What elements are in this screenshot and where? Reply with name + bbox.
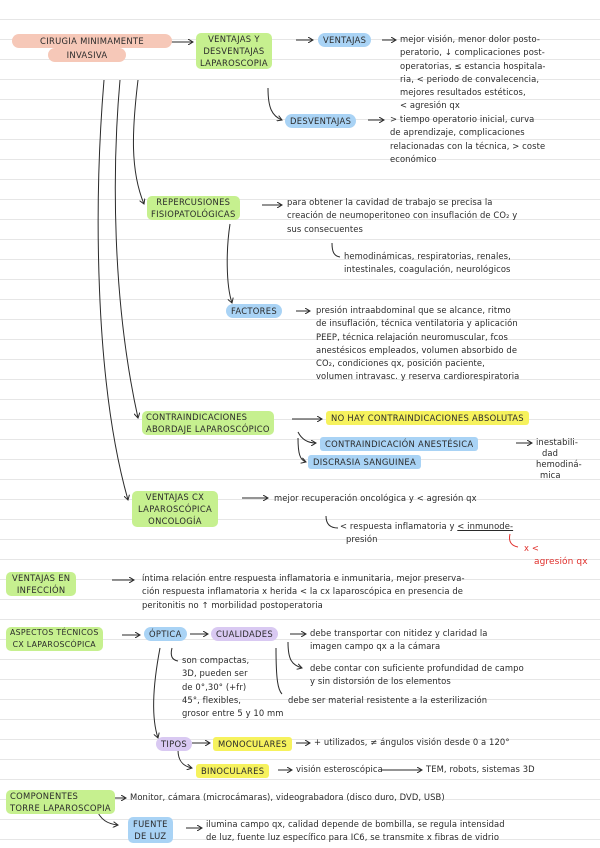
- optica-badge: [144, 627, 187, 641]
- optica-text: ÓPTICA: [149, 629, 182, 639]
- arrow: [171, 648, 178, 661]
- ventajas-text: [400, 33, 546, 113]
- desventajas-text: [390, 113, 545, 166]
- monoculares-badge: [213, 737, 292, 751]
- infeccion-label: [6, 572, 76, 596]
- repercusiones-label: [147, 196, 240, 220]
- contraindicacion-anestesica-badge: [320, 437, 478, 451]
- oncologia-line-1: mejor recuperación oncológica y < agresión qx: [274, 493, 477, 503]
- text-line: debe transportar con nitidez y claridad la: [310, 628, 488, 638]
- binoculares-badge: [196, 764, 269, 778]
- arrow: [298, 438, 306, 462]
- esterilizacion-text: debe ser material resistente a la esterilización: [288, 695, 488, 705]
- text-line: son compactas,: [182, 655, 250, 665]
- text-line: de insuflación, técnica ventilatoria y aplicación: [316, 318, 518, 329]
- label-line: ASPECTOS TÉCNICOS: [10, 628, 99, 637]
- oncologia-line-2: [340, 520, 513, 533]
- text-line: hemodiná-: [536, 459, 582, 469]
- cualidades-text: CUALIDADES: [216, 629, 273, 639]
- text-line: PEEP, técnica relajación neuromuscular, fcos: [316, 331, 508, 342]
- label-line: TORRE LAPAROSCOPIA: [10, 803, 111, 813]
- text-line: y sin distorsión de los elementos: [310, 676, 451, 687]
- arrow: [227, 224, 232, 303]
- red-note-1: x <: [524, 543, 539, 553]
- arrow: [332, 243, 340, 257]
- text-line: peritonitis no ↑ morbilidad postoperatoria: [142, 599, 323, 610]
- monoculares-text: MONOCULARES: [218, 739, 287, 749]
- componentes-label: [6, 790, 115, 814]
- label-line: CONTRAINDICACIONES: [146, 412, 248, 422]
- red-note-2: agresión qx: [534, 557, 588, 567]
- label-line: INFECCIÓN: [16, 585, 66, 595]
- text-line: presión intraabdominal que se alcance, ritmo: [316, 305, 511, 315]
- componentes-line: Monitor, cámara (microcámaras), videograbadora (disco duro, DVD, USB): [130, 792, 445, 802]
- text-line: volumen intravasc. y reserva cardiorespiratoria: [316, 371, 520, 382]
- no-absolutas-badge: [326, 411, 529, 425]
- arrow: [298, 432, 316, 443]
- text-line: de 0°,30° (+fr): [182, 681, 247, 692]
- arrow: [326, 516, 338, 528]
- text-line: ria, < periodo de convalecencia,: [400, 73, 540, 84]
- desventajas-badge: [285, 114, 356, 128]
- desventajas-badge-text: DESVENTAJAS: [290, 116, 352, 126]
- repercusiones-text: [287, 196, 517, 236]
- ventajas-badge: [318, 33, 371, 47]
- inestabilidad-text: [536, 437, 582, 481]
- factores-text: [316, 304, 519, 384]
- discrasia-badge: [308, 455, 421, 469]
- tipos-text: TIPOS: [161, 739, 188, 749]
- monoculares-description: + utilizados, ≠ ángulos visión desde 0 a 120°: [314, 737, 510, 747]
- cualidades-text-block: [310, 627, 488, 654]
- text-line: mejores resultados estéticos,: [400, 87, 526, 98]
- text-line: creación de neumoperitoneo con insuflación de CO₂ y: [287, 210, 518, 221]
- text-line: peratorio, ↓ complicaciones post-: [400, 47, 545, 58]
- text-line: para obtener la cavidad de trabajo se precisa la: [287, 197, 493, 207]
- label-line: DE LUZ: [134, 831, 167, 841]
- tipos-badge: [156, 737, 192, 751]
- text-line: económico: [390, 153, 437, 164]
- text-line: de luz, fuente luz específico para IC6, se transmite x fibras de vidrio: [206, 832, 500, 843]
- compactas-text: [182, 654, 284, 720]
- arrow: [268, 88, 282, 120]
- arrow: [288, 642, 302, 668]
- inmunodepresion-text: < inmunode-: [457, 521, 514, 531]
- label-line: VENTAJAS CX: [145, 492, 205, 502]
- binoculares-text: BINOCULARES: [201, 766, 265, 776]
- text-line: inestabili-: [536, 437, 578, 447]
- ventajas-badge-text: VENTAJAS: [323, 35, 367, 45]
- label-line: LAPAROSCÓPICA: [138, 504, 212, 514]
- label-line: FUENTE: [133, 819, 168, 829]
- text-line: grosor entre 5 y 10 mm: [182, 708, 284, 719]
- text-line: íntima relación entre respuesta inflamatoria e inmunitaria, mejor preserva-: [142, 573, 465, 583]
- arrow: [133, 80, 144, 204]
- label-line: ONCOLOGÍA: [148, 516, 202, 526]
- label-line: LAPAROSCOPIA: [200, 58, 268, 68]
- label-line: CX LAPAROSCÓPICA: [12, 640, 96, 649]
- aspectos-label: [6, 627, 103, 651]
- root-label-2: [48, 48, 126, 62]
- profundidad-text: [310, 662, 524, 689]
- binoculares-result: TEM, robots, sistemas 3D: [426, 764, 535, 774]
- label-line: FISIOPATOLÓGICAS: [151, 209, 236, 219]
- text-line: anestésicos empleados, volumen absorbido de: [316, 344, 518, 355]
- infeccion-text: [142, 572, 465, 612]
- root-label-line: CIRUGIA MINIMAMENTE: [40, 36, 144, 46]
- text-line: debe contar con suficiente profundidad de campo: [310, 663, 524, 673]
- oncologia-line-3: presión: [346, 534, 378, 544]
- label-line: REPERCUSIONES: [156, 197, 231, 207]
- label-line: DESVENTAJAS: [203, 46, 265, 56]
- binoculares-description: visión esteroscópica: [296, 764, 383, 774]
- ventajas-desventajas-label: [196, 33, 272, 69]
- oncologia-label: [132, 491, 218, 527]
- contraindicaciones-label: [142, 411, 274, 435]
- text-line: 3D, pueden ser: [182, 668, 248, 679]
- factores-badge: [226, 304, 282, 318]
- label-line: ABORDAJE LAPAROSCÓPICO: [146, 424, 270, 434]
- text-line: 45°, flexibles,: [182, 694, 242, 705]
- cualidades-badge: [211, 627, 278, 641]
- discrasia-text: DISCRASIA SANGUINEA: [313, 457, 417, 467]
- fuente-luz-badge: [128, 817, 173, 843]
- fuente-luz-text: [206, 818, 505, 845]
- text-line: hemodinámicas, respiratorias, renales,: [344, 251, 511, 261]
- text-line: > tiempo operatorio inicial, curva: [390, 114, 535, 124]
- label-line: VENTAJAS Y: [208, 34, 260, 44]
- label-line: COMPONENTES: [10, 791, 79, 801]
- text-line: < agresión qx: [400, 100, 460, 111]
- text-line: relacionadas con la técnica, > coste: [390, 140, 546, 151]
- text-line: ción respuesta inflamatoria x herida < la cx laparoscópica en presencia de: [142, 586, 463, 597]
- no-absolutas-text: NO HAY CONTRAINDICACIONES ABSOLUTAS: [331, 413, 524, 423]
- root-label-line: INVASIVA: [66, 50, 108, 60]
- contraindicacion-anestesica-text: CONTRAINDICACIÓN ANESTÉSICA: [325, 439, 474, 449]
- text-line: dad: [542, 448, 559, 458]
- text-span: < respuesta inflamatoria y: [340, 521, 458, 531]
- arrow: [115, 80, 138, 418]
- text-line: imagen campo qx a la cámara: [310, 641, 441, 652]
- text-line: CO₂, condiciones qx, posición paciente,: [316, 358, 485, 369]
- factores-badge-text: FACTORES: [231, 306, 278, 316]
- text-line: mica: [540, 470, 561, 480]
- text-line: operatorias, ≤ estancia hospitala-: [400, 60, 546, 71]
- text-line: de aprendizaje, complicaciones: [390, 127, 525, 138]
- text-line: intestinales, coagulación, neurológicos: [344, 264, 511, 275]
- text-line: ilumina campo qx, calidad depende de bombilla, se regula intensidad: [206, 819, 505, 829]
- text-line: mejor visión, menor dolor posto-: [400, 34, 541, 44]
- label-line: VENTAJAS EN: [12, 573, 71, 583]
- root-label: [12, 34, 172, 48]
- arrow: [154, 648, 160, 738]
- arrow: [98, 80, 128, 500]
- text-line: sus consecuentes: [287, 223, 364, 234]
- arrow: [178, 750, 192, 768]
- arrow: [509, 534, 518, 547]
- repercusiones-consequences: [344, 250, 511, 277]
